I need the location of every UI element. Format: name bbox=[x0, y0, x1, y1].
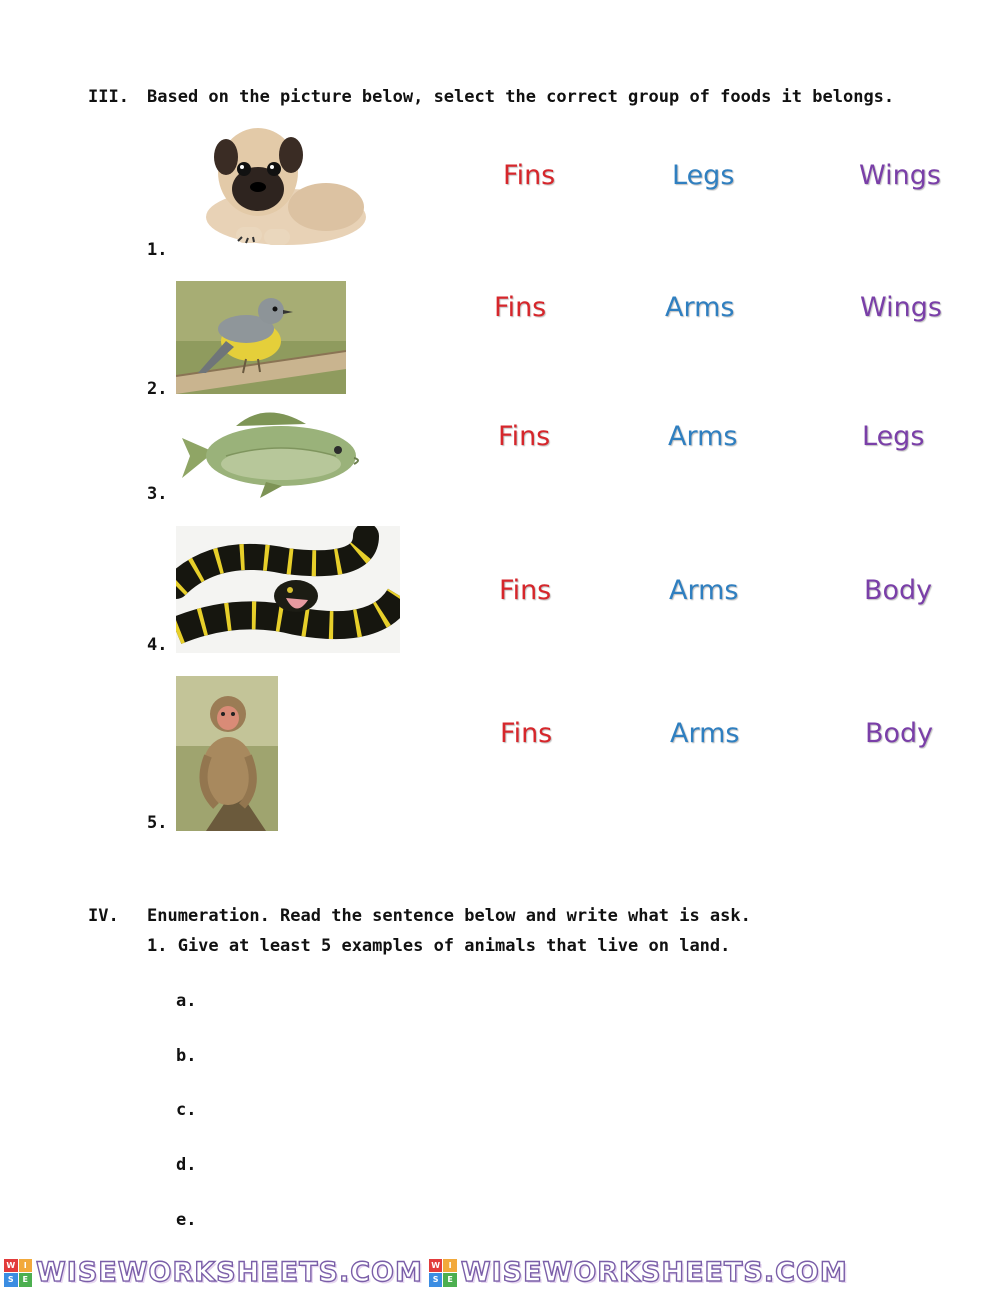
item-5-picture-monkey bbox=[176, 676, 278, 831]
item-3-option-1[interactable]: Fins bbox=[498, 421, 551, 452]
answer-letter-e: e. bbox=[176, 1210, 197, 1230]
item-2-option-1[interactable]: Fins bbox=[494, 292, 547, 323]
item-3-option-2[interactable]: Arms bbox=[668, 421, 738, 452]
item-4-number: 4. bbox=[147, 635, 168, 655]
footer-wordmark: WISEWORKSHEETS.COM bbox=[460, 1257, 848, 1288]
footer-brand-2 bbox=[429, 1257, 848, 1288]
answer-letter-c: c. bbox=[176, 1100, 197, 1120]
item-3-picture-fish bbox=[176, 400, 368, 500]
item-1-number: 1. bbox=[147, 240, 168, 260]
answer-letter-d: d. bbox=[176, 1155, 197, 1175]
item-5-option-1[interactable]: Fins bbox=[500, 718, 553, 749]
item-1-option-3[interactable]: Wings bbox=[859, 160, 941, 191]
footer-watermark bbox=[0, 1254, 1000, 1291]
item-1-picture-pug bbox=[176, 117, 368, 253]
section-3-numeral: III. bbox=[88, 87, 129, 107]
item-3-number: 3. bbox=[147, 484, 168, 504]
item-2-number: 2. bbox=[147, 379, 168, 399]
answer-letter-b: b. bbox=[176, 1046, 197, 1066]
logo-icon: W I S E bbox=[429, 1259, 457, 1287]
section-3-instruction: Based on the picture below, select the correct group of foods it belongs. bbox=[147, 87, 895, 107]
item-1-option-1[interactable]: Fins bbox=[503, 160, 556, 191]
item-4-picture-snake bbox=[176, 526, 400, 653]
section-4-instruction: Enumeration. Read the sentence below and write what is ask. bbox=[147, 906, 751, 926]
item-5-option-3[interactable]: Body bbox=[865, 718, 934, 749]
item-5-number: 5. bbox=[147, 813, 168, 833]
item-2-option-2[interactable]: Arms bbox=[665, 292, 735, 323]
item-2-picture-bird bbox=[176, 281, 346, 394]
section-4-numeral: IV. bbox=[88, 906, 119, 926]
item-4-option-1[interactable]: Fins bbox=[499, 575, 552, 606]
item-5-option-2[interactable]: Arms bbox=[670, 718, 740, 749]
section-4-question: 1. Give at least 5 examples of animals that live on land. bbox=[147, 936, 731, 956]
item-3-option-3[interactable]: Legs bbox=[862, 421, 925, 452]
item-1-option-2[interactable]: Legs bbox=[672, 160, 735, 191]
footer-brand-1 bbox=[4, 1257, 423, 1288]
logo-icon: W I S E bbox=[4, 1259, 32, 1287]
answer-letter-a: a. bbox=[176, 991, 197, 1011]
item-4-option-2[interactable]: Arms bbox=[669, 575, 739, 606]
footer-wordmark: WISEWORKSHEETS.COM bbox=[36, 1257, 423, 1288]
item-4-option-3[interactable]: Body bbox=[864, 575, 933, 606]
item-2-option-3[interactable]: Wings bbox=[860, 292, 942, 323]
